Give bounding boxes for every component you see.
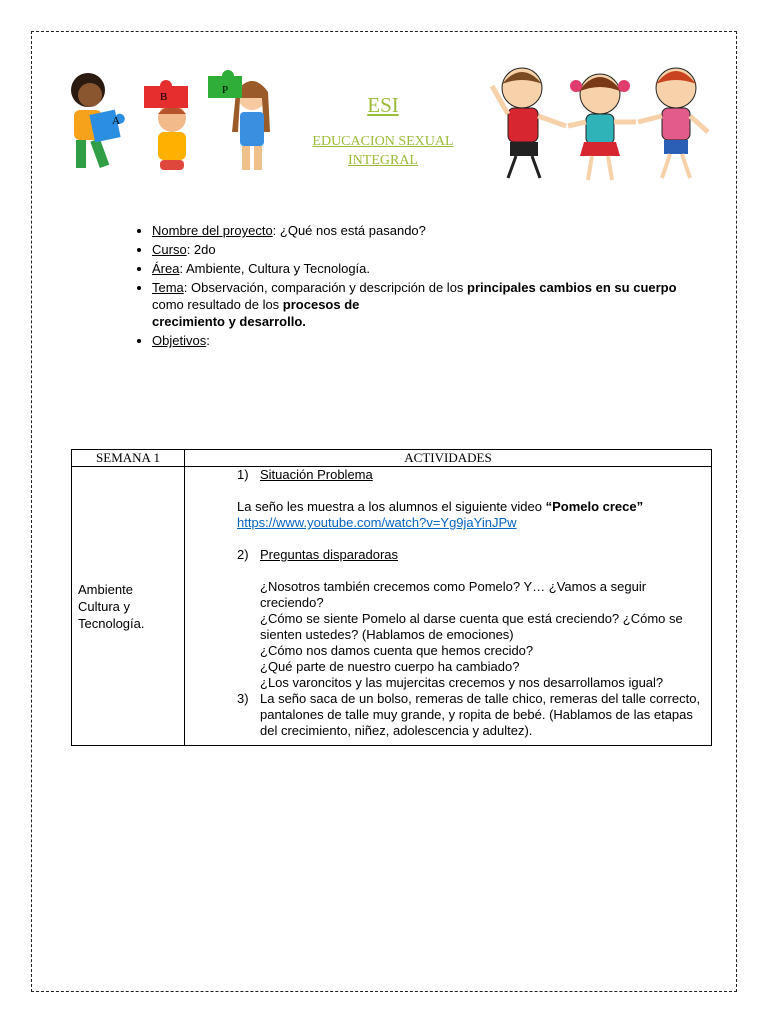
activity-3-number: 3)	[237, 691, 249, 706]
child-1-figure	[492, 68, 566, 178]
puzzle-letter-a: A	[112, 115, 120, 127]
activities-cell	[185, 467, 712, 746]
subtitle-line-2: INTEGRAL	[348, 153, 418, 168]
area-line-1: Ambiente	[78, 581, 133, 597]
kids-holding-hands-illustration	[484, 62, 716, 186]
topic-text-1: : Observación, comparación y descripción de los	[183, 280, 468, 295]
area-item	[152, 260, 692, 277]
activities-table	[71, 449, 712, 746]
topic-text-2: como resultado de los	[152, 297, 283, 312]
topic-item	[152, 279, 692, 330]
course-label: Curso	[152, 242, 187, 257]
puzzle-letter-b: B	[160, 91, 168, 103]
project-info-list	[124, 222, 692, 351]
area-cell	[72, 467, 185, 746]
child-2-figure	[568, 74, 636, 180]
table-header-row	[72, 450, 712, 467]
puzzle-piece-b-icon	[144, 80, 188, 108]
activity-1-video-title: “Pomelo crece”	[545, 499, 644, 514]
activity-1-heading	[237, 467, 703, 483]
question-4: ¿Qué parte de nuestro cuerpo ha cambiado?	[260, 659, 520, 674]
topic-bold-3: crecimiento y desarrollo	[152, 314, 303, 329]
objectives-value: :	[206, 333, 210, 348]
activity-2-number: 2)	[237, 547, 249, 562]
page-title: ESI	[367, 93, 399, 117]
topic-bold-2: procesos de	[282, 297, 360, 312]
area-line-3: Tecnología.	[78, 615, 145, 631]
project-name-value: : ¿Qué nos está pasando?	[272, 223, 426, 238]
video-link[interactable]: https://www.youtube.com/watch?v=Yg9jaYinJPw	[237, 515, 517, 530]
project-name-item	[152, 222, 692, 239]
activity-3	[237, 691, 703, 739]
question-2: ¿Cómo se siente Pomelo al darse cuenta que está creciendo? ¿Cómo se sienten ustedes? (Hablamos de emociones)	[260, 611, 683, 642]
topic-bold-1: principales cambios en su cuerpo	[467, 280, 677, 295]
objectives-item	[152, 332, 692, 349]
question-5: ¿Los varoncitos y las mujercitas crecemos y nos desarrollamos igual?	[260, 675, 664, 690]
activity-1-text	[237, 499, 703, 515]
project-name-label: Nombre del proyecto	[152, 223, 273, 238]
activity-2-title: Preguntas disparadoras	[260, 547, 399, 562]
topic-end: .	[302, 314, 306, 329]
activity-1-number: 1)	[237, 467, 249, 482]
activities-header: ACTIVIDADES	[185, 450, 712, 467]
area-label: Área	[152, 261, 180, 276]
activity-1-title: Situación Problema	[260, 467, 373, 482]
subtitle-line-1: EDUCACION SEXUAL	[312, 134, 454, 149]
topic-label: Tema	[152, 280, 184, 295]
activity-3-text: La seño saca de un bolso, remeras de talle chico, remeras del talle correcto, pantalones de talle muy grande, y ropita de bebé. (Hablamos de las etapas del crecimiento, niñez, adolescencia y adultez).	[260, 691, 701, 738]
week-header: SEMANA 1	[72, 450, 185, 467]
objectives-label: Objetivos	[152, 333, 207, 348]
kid-middle-figure	[158, 104, 186, 170]
activity-2-heading	[237, 547, 703, 563]
page-subtitle	[290, 132, 476, 170]
area-line-2: Cultura y	[78, 598, 131, 614]
course-value: : 2do	[186, 242, 216, 257]
title-block	[290, 92, 476, 170]
puzzle-letter-p: P	[222, 84, 229, 96]
course-item	[152, 241, 692, 258]
table-row	[72, 467, 712, 746]
activity-1-description: La seño les muestra a los alumnos el siguiente video	[237, 499, 546, 514]
question-1: ¿Nosotros también crecemos como Pomelo? Y… ¿Vamos a seguir creciendo?	[260, 579, 647, 610]
kids-puzzle-illustration	[52, 62, 284, 180]
puzzle-piece-p-icon	[208, 70, 242, 98]
area-value: : Ambiente, Cultura y Tecnología.	[179, 261, 371, 276]
child-3-figure	[638, 68, 708, 178]
question-3: ¿Cómo nos damos cuenta que hemos crecido?	[260, 643, 534, 658]
